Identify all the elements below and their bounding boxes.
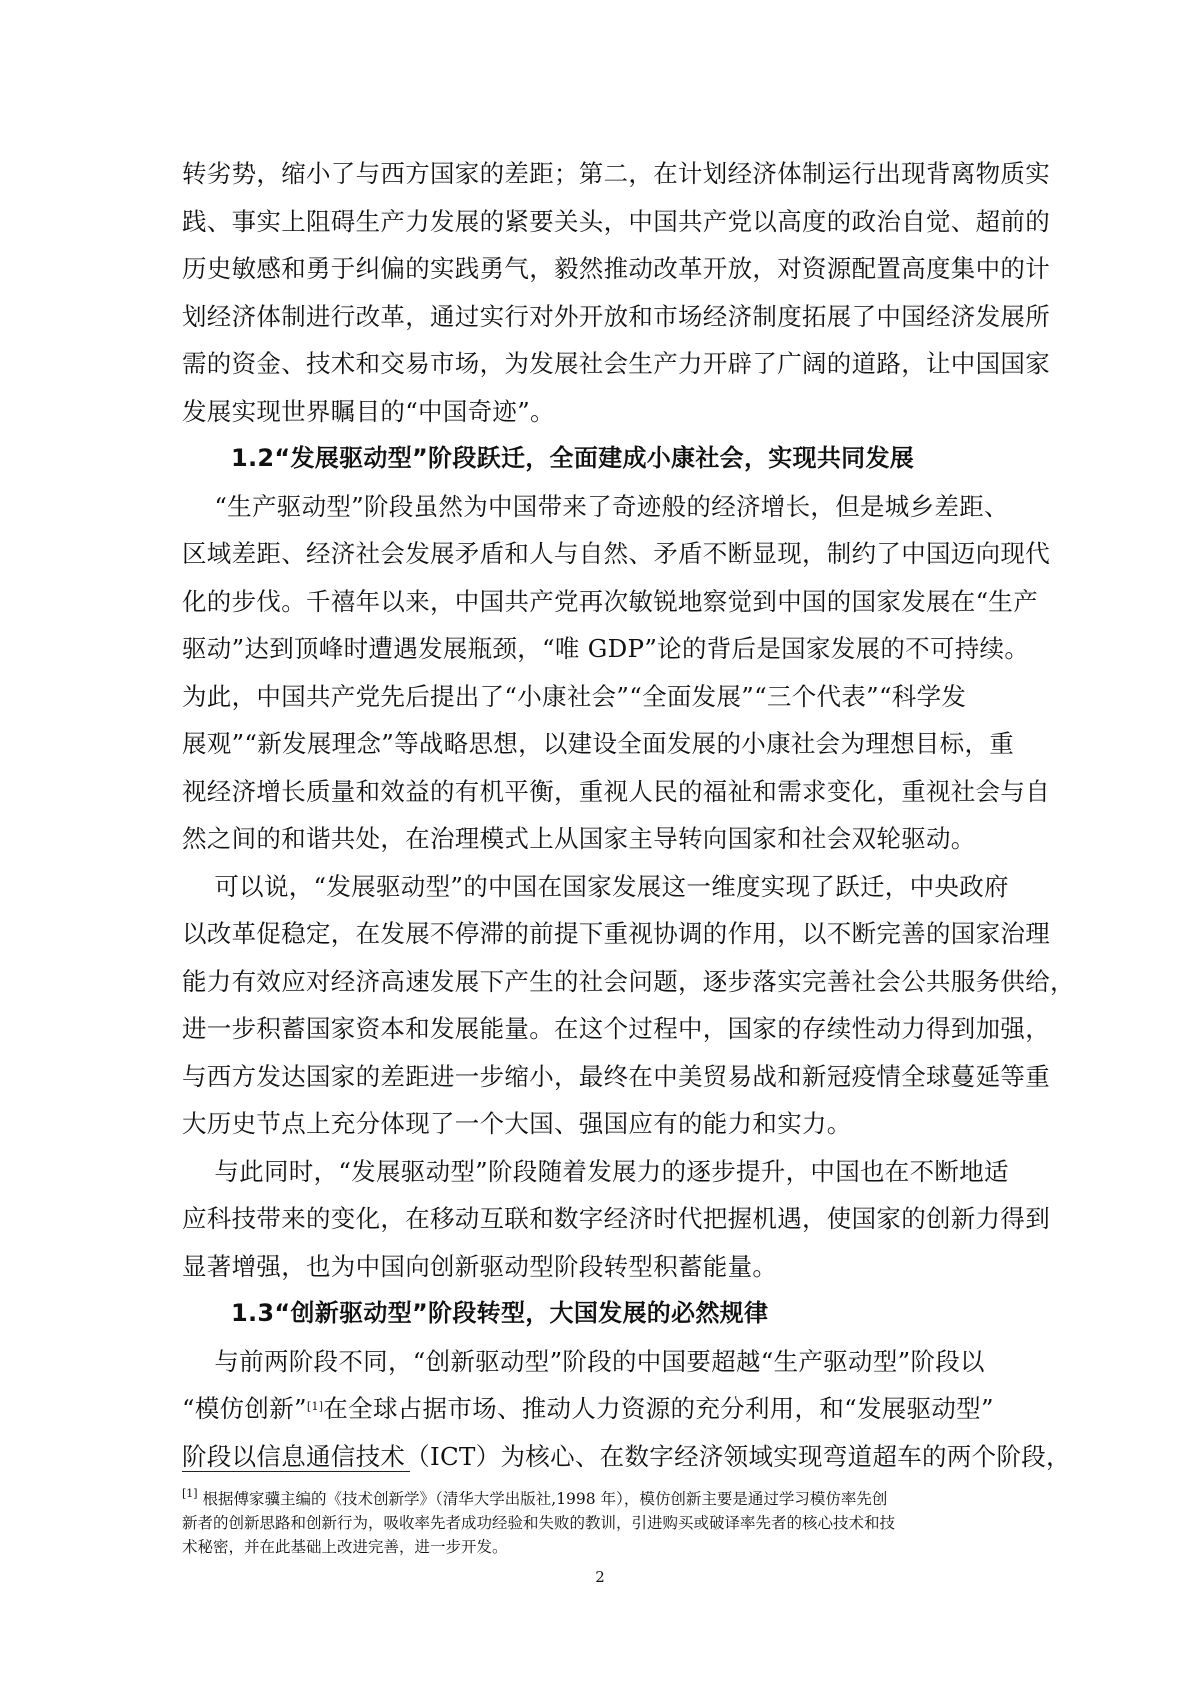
body-line: 区域差距、经济社会发展矛盾和人与自然、矛盾不断显现，制约了中国迈向现代 (182, 539, 1050, 568)
footnote-area (182, 1487, 1027, 1559)
section-heading-1-3: 1.3“创新驱动型”阶段转型，大国发展的必然规律 (231, 1299, 769, 1327)
body-line: 与前两阶段不同，“创新驱动型”阶段的中国要超越“生产驱动型”阶段以 (182, 1346, 985, 1376)
body-line: 可以说，“发展驱动型”的中国在国家发展这一维度实现了跃迁，中央政府 (182, 871, 1009, 901)
footnote-line (182, 1487, 1027, 1511)
body-line: 化的步伐。千禧年以来，中国共产党再次敏锐地察觉到中国的国家发展在“生产 (182, 586, 1039, 616)
body-line: 以改革促稳定，在发展不停滞的前提下重视协调的作用，以不断完善的国家治理 (182, 919, 1050, 948)
body-line: 历史敏感和勇于纠偏的实践勇气，毅然推动改革开放，对资源配置高度集中的计 (182, 254, 1050, 283)
body-line: 与西方发达国家的差距进一步缩小，最终在中美贸易战和新冠疫情全球蔓延等重 (182, 1061, 1050, 1091)
body-text (182, 150, 1075, 1480)
footnote-line: 术秘密，并在此基础上改进完善，进一步开发。 (182, 1538, 508, 1556)
footnote-text: 根据傅家骥主编的《技术创新学》（清华大学出版社,1998 年），模仿创新主要是通过学习模仿率先创 (197, 1490, 888, 1508)
body-line: 发展实现世界瞩目的“中国奇迹”。 (182, 396, 555, 426)
body-line-with-footnote-ref (182, 1385, 1027, 1433)
body-line: 然之间的和谐共处，在治理模式上从国家主导转向国家和社会双轮驱动。 (182, 824, 976, 853)
body-line: 应科技带来的变化，在移动互联和数字经济时代把握机遇，使国家的创新力得到 (182, 1204, 1050, 1233)
body-line: 显著增强，也为中国向创新驱动型阶段转型积蓄能量。 (182, 1251, 778, 1281)
body-text-segment: 在全球占据市场、推动人力资源的充分利用，和“发展驱动型” (323, 1394, 994, 1423)
body-line: 需的资金、技术和交易市场，为发展社会生产力开辟了广阔的道路，让中国国家 (182, 349, 1050, 378)
body-text-segment: “模仿创新” (182, 1394, 307, 1423)
footnote-marker: [1] (182, 1486, 198, 1500)
body-line: 驱动”达到顶峰时遭遇发展瓶颈，“唯 GDP”论的背后是国家发展的不可持续。 (182, 634, 1030, 663)
body-line: 转劣势，缩小了与西方国家的差距；第二，在计划经济体制运行出现背离物质实 (182, 159, 1050, 188)
body-line: 视经济增长质量和效益的有机平衡，重视人民的福祉和需求变化，重视社会与自 (182, 776, 1050, 806)
body-line: “生产驱动型”阶段虽然为中国带来了奇迹般的经济增长，但是城乡差距、 (182, 491, 1009, 521)
body-line: 与此同时，“发展驱动型”阶段随着发展力的逐步提升，中国也在不断地适 (182, 1156, 1009, 1186)
footnote-divider (182, 1471, 410, 1472)
page-number: 2 (595, 1568, 605, 1586)
body-line: 践、事实上阻碍生产力发展的紧要关头，中国共产党以高度的政治自觉、超前的 (182, 206, 1050, 236)
footnote-line: 新者的创新思路和创新行为，吸收率先者成功经验和失败的教训，引进购买或破译率先者的核心技术和技 (182, 1514, 896, 1532)
body-line: 能力有效应对经济高速发展下产生的社会问题，逐步落实完善社会公共服务供给， (182, 966, 1075, 996)
body-line: 进一步积蓄国家资本和发展能量。在这个过程中，国家的存续性动力得到加强， (182, 1014, 1050, 1043)
body-line: 大历史节点上充分体现了一个大国、强国应有的能力和实力。 (182, 1109, 852, 1138)
body-line: 划经济体制进行改革，通过实行对外开放和市场经济制度拓展了中国经济发展所 (182, 301, 1050, 331)
body-line: 展观”“新发展理念”等战略思想，以建设全面发展的小康社会为理想目标，重 (182, 729, 1015, 758)
body-line: 阶段以信息通信技术（ICT）为核心、在数字经济领域实现弯道超车的两个阶段， (182, 1441, 1071, 1471)
section-heading-1-2: 1.2“发展驱动型”阶段跃迁，全面建成小康社会，实现共同发展 (231, 444, 915, 472)
body-line: 为此，中国共产党先后提出了“小康社会”“全面发展”“三个代表”“科学发 (182, 681, 967, 711)
footnote-reference[interactable]: [1] (306, 1399, 324, 1413)
